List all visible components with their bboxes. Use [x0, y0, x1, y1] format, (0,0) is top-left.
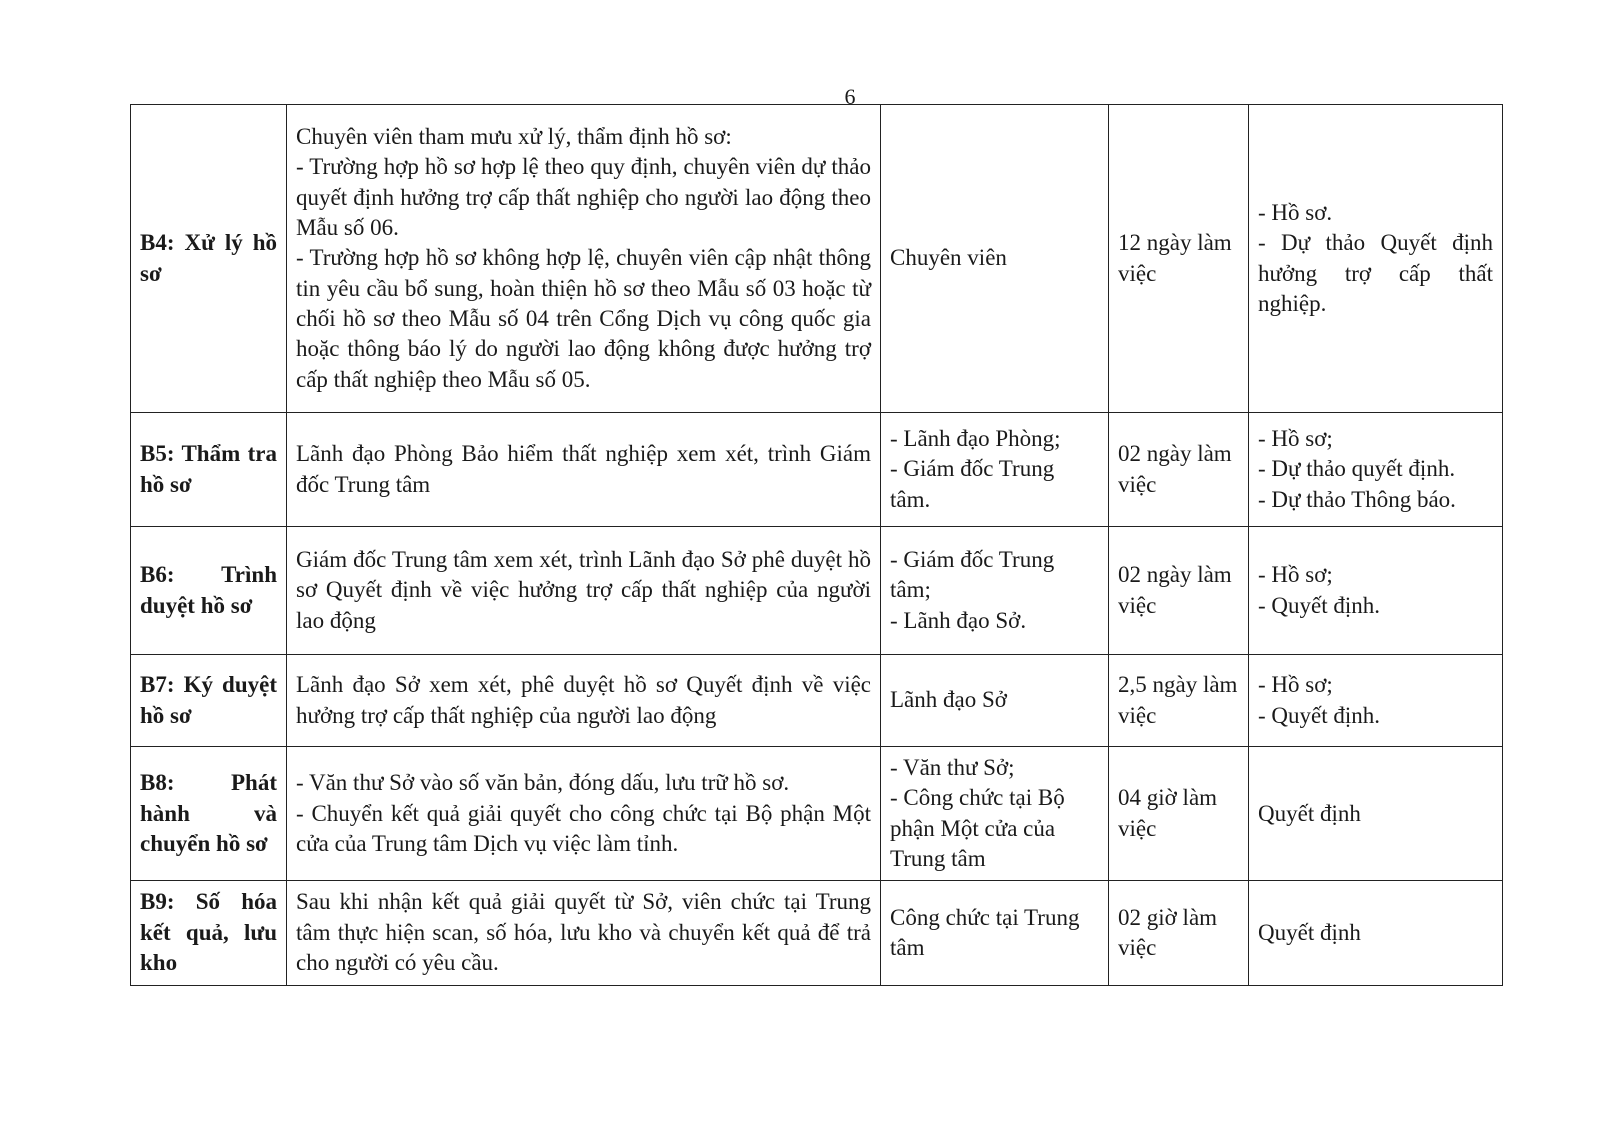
result-line: Quyết định: [1258, 919, 1361, 945]
table-row: [131, 413, 1503, 527]
time-cell: 02 giờ làm việc: [1109, 881, 1249, 985]
procedure-table: [130, 104, 1503, 986]
description-cell: [287, 881, 881, 985]
description-line: - Chuyển kết quả giải quyết cho công chức tại Bộ phận Một cửa của Trung tâm Dịch vụ việc làm tỉnh.: [296, 800, 871, 856]
step-cell: B7: Ký duyệt hồ sơ: [131, 655, 287, 747]
results-cell: [1249, 881, 1503, 985]
time-cell: 04 giờ làm việc: [1109, 747, 1249, 881]
description-line: Chuyên viên tham mưu xử lý, thẩm định hồ sơ:: [296, 123, 732, 149]
result-line: - Hồ sơ;: [1258, 672, 1333, 698]
table-row: [131, 747, 1503, 881]
responsible-line: - Giám đốc Trung tâm;: [890, 546, 1055, 603]
responsible-cell: [881, 527, 1109, 655]
step-cell: B5: Thẩm tra hồ sơ: [131, 413, 287, 527]
responsible-line: - Lãnh đạo Phòng;: [890, 425, 1061, 451]
description-cell: [287, 413, 881, 527]
result-line: - Dự thảo quyết định.: [1258, 456, 1456, 482]
results-cell: [1249, 105, 1503, 413]
page-number: 6: [844, 84, 856, 109]
result-line: - Hồ sơ.: [1258, 199, 1333, 225]
responsible-line: Công chức tại Trung tâm: [890, 904, 1080, 960]
time-cell: 02 ngày làm việc: [1109, 527, 1249, 655]
responsible-cell: [881, 655, 1109, 747]
description-line: Lãnh đạo Phòng Bảo hiểm thất nghiệp xem xét, trình Giám đốc Trung tâm: [296, 441, 871, 497]
time-cell: 12 ngày làm việc: [1109, 105, 1249, 413]
description-line: - Trường hợp hồ sơ hợp lệ theo quy định, chuyên viên dự thảo quyết định hưởng trợ cấp thất nghiệp cho người lao động theo Mẫu số 06.: [296, 154, 871, 240]
description-cell: [287, 527, 881, 655]
results-cell: [1249, 655, 1503, 747]
results-cell: [1249, 413, 1503, 527]
description-line: Sau khi nhận kết quả giải quyết từ Sở, viên chức tại Trung tâm thực hiện scan, số hóa, lưu kho và chuyển kết quả để trả cho người có yêu cầu.: [296, 889, 871, 976]
step-cell: B9: Số hóa kết quả, lưu kho: [131, 881, 287, 985]
description-line: - Trường hợp hồ sơ không hợp lệ, chuyên viên cập nhật thông tin yêu cầu bổ sung, hoàn thiện hồ sơ theo Mẫu số 03 hoặc từ chối hồ sơ theo Mẫu số 04 trên Cổng Dịch vụ công quốc gia hoặc thông báo lý do người lao động không được hưởng trợ cấp thất nghiệp theo Mẫu số 05.: [296, 245, 871, 392]
result-line: - Hồ sơ;: [1258, 562, 1333, 588]
table-row: [131, 655, 1503, 747]
time-cell: 02 ngày làm việc: [1109, 413, 1249, 527]
description-line: - Văn thư Sở vào số văn bản, đóng dấu, lưu trữ hồ sơ.: [296, 770, 790, 796]
responsible-line: - Lãnh đạo Sở.: [890, 607, 1027, 633]
result-line: - Quyết định.: [1258, 592, 1381, 618]
result-line: - Dự thảo Thông báo.: [1258, 486, 1456, 512]
result-line: Quyết định: [1258, 800, 1361, 826]
time-cell: 2,5 ngày làm việc: [1109, 655, 1249, 747]
responsible-line: Lãnh đạo Sở: [890, 687, 1007, 713]
responsible-line: - Giám đốc Trung tâm.: [890, 456, 1055, 512]
result-line: - Hồ sơ;: [1258, 425, 1333, 451]
description-cell: [287, 655, 881, 747]
description-cell: [287, 105, 881, 413]
result-line: - Quyết định.: [1258, 702, 1381, 728]
responsible-cell: [881, 413, 1109, 527]
table-row: [131, 881, 1503, 985]
description-cell: [287, 747, 881, 881]
results-cell: [1249, 527, 1503, 655]
table-row: [131, 527, 1503, 655]
responsible-line: - Văn thư Sở;: [890, 755, 1015, 780]
step-cell: B8: Phát hành và chuyển hồ sơ: [131, 747, 287, 881]
responsible-line: - Công chức tại Bộ phận Một cửa của Trung tâm: [890, 785, 1065, 872]
responsible-line: Chuyên viên: [890, 245, 1007, 271]
step-cell: B6: Trình duyệt hồ sơ: [131, 527, 287, 655]
result-line: - Dự thảo Quyết định hưởng trợ cấp thất nghiệp.: [1258, 230, 1493, 316]
responsible-cell: [881, 105, 1109, 413]
results-cell: [1249, 747, 1503, 881]
responsible-cell: [881, 747, 1109, 881]
description-line: Lãnh đạo Sở xem xét, phê duyệt hồ sơ Quyết định về việc hưởng trợ cấp thất nghiệp của người lao động: [296, 672, 871, 728]
step-cell: B4: Xử lý hồ sơ: [131, 105, 287, 413]
responsible-cell: [881, 881, 1109, 985]
table-row: [131, 105, 1503, 413]
description-line: Giám đốc Trung tâm xem xét, trình Lãnh đạo Sở phê duyệt hồ sơ Quyết định về việc hưởng trợ cấp thất nghiệp của người lao động: [296, 546, 871, 633]
